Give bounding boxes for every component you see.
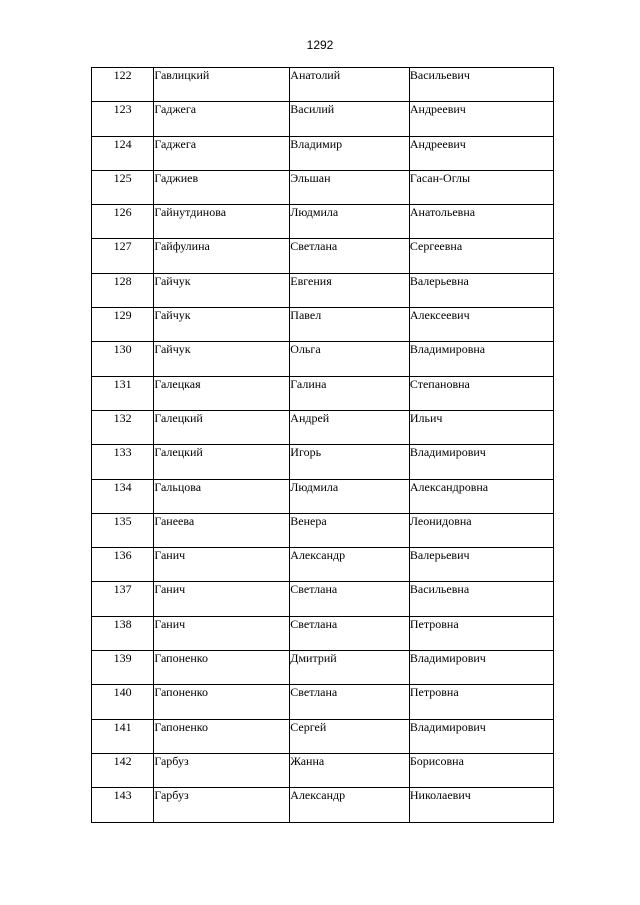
row-number-cell-text: 137 bbox=[113, 582, 132, 597]
row-number-cell-text: 143 bbox=[113, 788, 132, 803]
first-name-cell-text: Светлана bbox=[290, 239, 338, 254]
patronymic-cell bbox=[409, 651, 553, 685]
patronymic-cell-text: Владимирович bbox=[409, 445, 486, 460]
patronymic-cell-text: Гасан-Оглы bbox=[409, 170, 471, 185]
first-name-cell bbox=[290, 410, 410, 444]
first-name-cell bbox=[290, 342, 410, 376]
patronymic-cell-text: Петровна bbox=[409, 616, 459, 631]
row-number-cell bbox=[92, 308, 154, 342]
first-name-cell-text: Игорь bbox=[290, 445, 322, 460]
row-number-cell-text: 131 bbox=[113, 376, 132, 391]
patronymic-cell bbox=[409, 582, 553, 616]
patronymic-cell-text: Степановна bbox=[409, 376, 470, 391]
patronymic-cell bbox=[409, 719, 553, 753]
row-number-cell bbox=[92, 651, 154, 685]
row-number-cell-text: 142 bbox=[113, 753, 132, 768]
first-name-cell bbox=[290, 239, 410, 273]
row-number-cell bbox=[92, 445, 154, 479]
first-name-cell bbox=[290, 513, 410, 547]
row-number-cell bbox=[92, 685, 154, 719]
row-number-cell-text: 139 bbox=[113, 651, 132, 666]
patronymic-cell-text: Леонидовна bbox=[409, 513, 472, 528]
last-name-cell-text: Гайчук bbox=[154, 273, 191, 288]
row-number-cell bbox=[92, 513, 154, 547]
table-row bbox=[92, 445, 554, 479]
row-number-cell bbox=[92, 136, 154, 170]
row-number-cell bbox=[92, 102, 154, 136]
patronymic-cell-text: Петровна bbox=[409, 685, 459, 700]
page-number: 1292 bbox=[306, 38, 334, 52]
last-name-cell-text: Галецкий bbox=[154, 410, 203, 425]
row-number-cell-text: 134 bbox=[113, 479, 132, 494]
first-name-cell bbox=[290, 479, 410, 513]
row-number-cell-text: 140 bbox=[113, 685, 132, 700]
last-name-cell bbox=[154, 788, 290, 822]
table-row bbox=[92, 68, 554, 102]
first-name-cell bbox=[290, 102, 410, 136]
last-name-cell-text: Гальцова bbox=[154, 479, 202, 494]
patronymic-cell-text: Валерьевич bbox=[409, 548, 470, 563]
last-name-cell-text: Гапоненко bbox=[154, 651, 208, 666]
first-name-cell-text: Дмитрий bbox=[290, 651, 337, 666]
patronymic-cell-text: Васильевич bbox=[409, 68, 470, 82]
row-number-cell bbox=[92, 342, 154, 376]
last-name-cell bbox=[154, 239, 290, 273]
first-name-cell-text: Людмила bbox=[290, 479, 339, 494]
last-name-cell-text: Гайчук bbox=[154, 308, 191, 323]
last-name-cell bbox=[154, 582, 290, 616]
row-number-cell-text: 138 bbox=[113, 616, 132, 631]
patronymic-cell-text: Андреевич bbox=[409, 102, 466, 117]
table-row bbox=[92, 239, 554, 273]
patronymic-cell bbox=[409, 342, 553, 376]
row-number-cell bbox=[92, 616, 154, 650]
row-number-cell bbox=[92, 753, 154, 787]
names-table bbox=[91, 67, 554, 823]
patronymic-cell bbox=[409, 788, 553, 822]
last-name-cell-text: Гаджега bbox=[154, 102, 197, 117]
row-number-cell-text: 130 bbox=[113, 342, 132, 357]
table-row bbox=[92, 136, 554, 170]
last-name-cell bbox=[154, 170, 290, 204]
table-row bbox=[92, 102, 554, 136]
row-number-cell bbox=[92, 376, 154, 410]
first-name-cell bbox=[290, 205, 410, 239]
first-name-cell bbox=[290, 376, 410, 410]
first-name-cell bbox=[290, 548, 410, 582]
patronymic-cell-text: Александровна bbox=[409, 479, 489, 494]
first-name-cell bbox=[290, 651, 410, 685]
last-name-cell-text: Гарбуз bbox=[154, 788, 189, 803]
row-number-cell-text: 123 bbox=[113, 102, 132, 117]
table-row bbox=[92, 376, 554, 410]
row-number-cell-text: 122 bbox=[113, 68, 132, 82]
patronymic-cell-text: Владимирович bbox=[409, 651, 486, 666]
patronymic-cell bbox=[409, 753, 553, 787]
first-name-cell-text: Галина bbox=[290, 376, 327, 391]
row-number-cell-text: 129 bbox=[113, 308, 132, 323]
row-number-cell bbox=[92, 582, 154, 616]
row-number-cell bbox=[92, 273, 154, 307]
table-row bbox=[92, 616, 554, 650]
patronymic-cell-text: Валерьевна bbox=[409, 273, 469, 288]
table-row bbox=[92, 685, 554, 719]
first-name-cell-text: Светлана bbox=[290, 685, 338, 700]
table-row bbox=[92, 205, 554, 239]
last-name-cell-text: Гайчук bbox=[154, 342, 191, 357]
row-number-cell-text: 124 bbox=[113, 136, 132, 151]
table-row bbox=[92, 753, 554, 787]
first-name-cell bbox=[290, 753, 410, 787]
first-name-cell bbox=[290, 719, 410, 753]
last-name-cell-text: Ганич bbox=[154, 582, 186, 597]
last-name-cell bbox=[154, 308, 290, 342]
last-name-cell bbox=[154, 102, 290, 136]
patronymic-cell bbox=[409, 239, 553, 273]
last-name-cell-text: Галецкая bbox=[154, 376, 201, 391]
last-name-cell-text: Ганич bbox=[154, 616, 186, 631]
first-name-cell-text: Жанна bbox=[290, 753, 325, 768]
last-name-cell-text: Ганеева bbox=[154, 513, 195, 528]
table-row bbox=[92, 342, 554, 376]
first-name-cell-text: Светлана bbox=[290, 616, 338, 631]
row-number-cell bbox=[92, 719, 154, 753]
first-name-cell-text: Анатолий bbox=[290, 68, 341, 82]
last-name-cell bbox=[154, 410, 290, 444]
row-number-cell-text: 126 bbox=[113, 205, 132, 220]
last-name-cell-text: Гапоненко bbox=[154, 685, 208, 700]
first-name-cell bbox=[290, 788, 410, 822]
patronymic-cell bbox=[409, 548, 553, 582]
patronymic-cell bbox=[409, 68, 553, 102]
row-number-cell-text: 141 bbox=[113, 719, 132, 734]
last-name-cell bbox=[154, 548, 290, 582]
first-name-cell-text: Евгения bbox=[290, 273, 332, 288]
first-name-cell-text: Александр bbox=[290, 788, 346, 803]
first-name-cell-text: Эльшан bbox=[290, 170, 331, 185]
last-name-cell-text: Гайфулина bbox=[154, 239, 210, 254]
first-name-cell bbox=[290, 136, 410, 170]
last-name-cell-text: Гапоненко bbox=[154, 719, 208, 734]
table-row bbox=[92, 651, 554, 685]
last-name-cell bbox=[154, 753, 290, 787]
table-row bbox=[92, 719, 554, 753]
table-row bbox=[92, 479, 554, 513]
patronymic-cell bbox=[409, 513, 553, 547]
last-name-cell bbox=[154, 479, 290, 513]
last-name-cell-text: Ганич bbox=[154, 548, 186, 563]
first-name-cell bbox=[290, 68, 410, 102]
row-number-cell-text: 136 bbox=[113, 548, 132, 563]
table-row bbox=[92, 548, 554, 582]
first-name-cell bbox=[290, 616, 410, 650]
patronymic-cell bbox=[409, 410, 553, 444]
patronymic-cell bbox=[409, 205, 553, 239]
first-name-cell bbox=[290, 273, 410, 307]
first-name-cell-text: Владимир bbox=[290, 136, 343, 151]
last-name-cell bbox=[154, 205, 290, 239]
first-name-cell-text: Александр bbox=[290, 548, 346, 563]
row-number-cell-text: 128 bbox=[113, 273, 132, 288]
last-name-cell bbox=[154, 68, 290, 102]
patronymic-cell bbox=[409, 308, 553, 342]
patronymic-cell-text: Андреевич bbox=[409, 136, 466, 151]
patronymic-cell-text: Владимировна bbox=[409, 342, 486, 357]
last-name-cell bbox=[154, 445, 290, 479]
first-name-cell-text: Андрей bbox=[290, 410, 330, 425]
last-name-cell-text: Гарбуз bbox=[154, 753, 189, 768]
row-number-cell bbox=[92, 205, 154, 239]
row-number-cell bbox=[92, 170, 154, 204]
last-name-cell-text: Гавлицкий bbox=[154, 68, 210, 82]
first-name-cell-text: Сергей bbox=[290, 719, 327, 734]
row-number-cell bbox=[92, 68, 154, 102]
last-name-cell-text: Гаджиев bbox=[154, 170, 199, 185]
first-name-cell bbox=[290, 685, 410, 719]
first-name-cell-text: Василий bbox=[290, 102, 335, 117]
row-number-cell bbox=[92, 548, 154, 582]
table-row bbox=[92, 308, 554, 342]
last-name-cell bbox=[154, 719, 290, 753]
patronymic-cell bbox=[409, 445, 553, 479]
table-row bbox=[92, 582, 554, 616]
last-name-cell-text: Гаджега bbox=[154, 136, 197, 151]
last-name-cell bbox=[154, 273, 290, 307]
first-name-cell bbox=[290, 308, 410, 342]
last-name-cell bbox=[154, 651, 290, 685]
row-number-cell-text: 135 bbox=[113, 513, 132, 528]
last-name-cell-text: Галецкий bbox=[154, 445, 203, 460]
patronymic-cell bbox=[409, 102, 553, 136]
patronymic-cell bbox=[409, 273, 553, 307]
row-number-cell bbox=[92, 410, 154, 444]
row-number-cell bbox=[92, 479, 154, 513]
patronymic-cell-text: Владимирович bbox=[409, 719, 486, 734]
first-name-cell-text: Ольга bbox=[290, 342, 321, 357]
last-name-cell bbox=[154, 342, 290, 376]
patronymic-cell-text: Ильич bbox=[409, 410, 443, 425]
table-row bbox=[92, 513, 554, 547]
first-name-cell-text: Светлана bbox=[290, 582, 338, 597]
last-name-cell bbox=[154, 136, 290, 170]
table-row bbox=[92, 788, 554, 822]
patronymic-cell bbox=[409, 685, 553, 719]
row-number-cell-text: 125 bbox=[113, 170, 132, 185]
last-name-cell-text: Гайнутдинова bbox=[154, 205, 227, 220]
first-name-cell bbox=[290, 445, 410, 479]
patronymic-cell bbox=[409, 376, 553, 410]
patronymic-cell bbox=[409, 479, 553, 513]
patronymic-cell-text: Алексеевич bbox=[409, 308, 470, 323]
last-name-cell bbox=[154, 685, 290, 719]
patronymic-cell bbox=[409, 170, 553, 204]
table-row bbox=[92, 410, 554, 444]
first-name-cell-text: Людмила bbox=[290, 205, 339, 220]
row-number-cell bbox=[92, 788, 154, 822]
first-name-cell bbox=[290, 582, 410, 616]
patronymic-cell-text: Анатольевна bbox=[409, 205, 476, 220]
names-table-body bbox=[92, 68, 554, 823]
row-number-cell-text: 127 bbox=[113, 239, 132, 254]
row-number-cell-text: 132 bbox=[113, 410, 132, 425]
patronymic-cell-text: Николаевич bbox=[409, 788, 471, 803]
patronymic-cell-text: Борисовна bbox=[409, 753, 464, 768]
last-name-cell bbox=[154, 513, 290, 547]
row-number-cell bbox=[92, 239, 154, 273]
first-name-cell bbox=[290, 170, 410, 204]
patronymic-cell-text: Сергеевна bbox=[409, 239, 463, 254]
patronymic-cell bbox=[409, 616, 553, 650]
patronymic-cell-text: Васильевна bbox=[409, 582, 470, 597]
patronymic-cell bbox=[409, 136, 553, 170]
last-name-cell bbox=[154, 376, 290, 410]
last-name-cell bbox=[154, 616, 290, 650]
first-name-cell-text: Павел bbox=[290, 308, 322, 323]
table-row bbox=[92, 170, 554, 204]
first-name-cell-text: Венера bbox=[290, 513, 327, 528]
row-number-cell-text: 133 bbox=[113, 445, 132, 460]
table-row bbox=[92, 273, 554, 307]
